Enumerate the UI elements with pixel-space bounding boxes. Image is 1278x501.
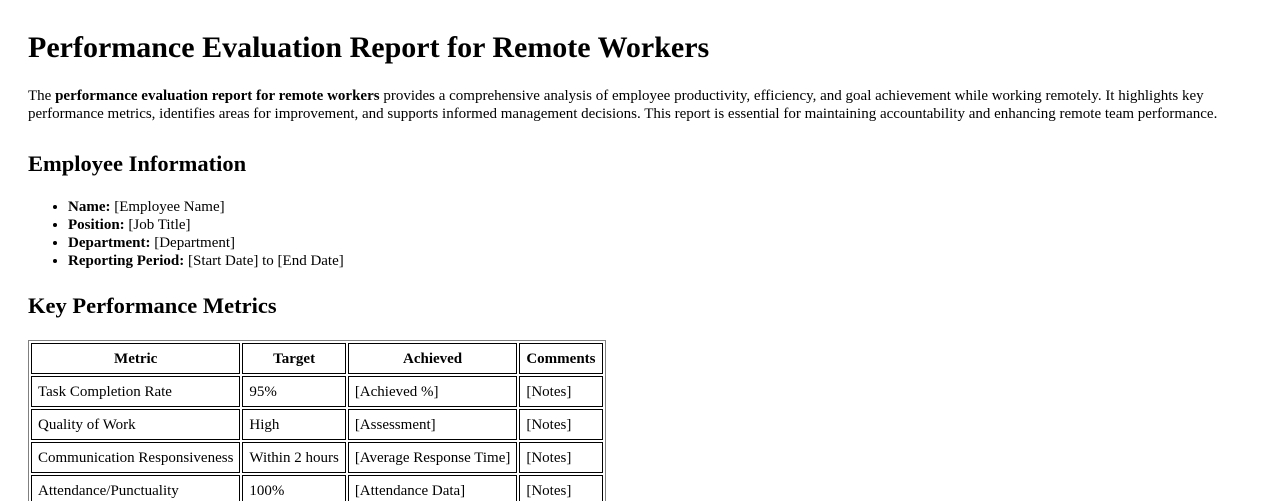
employee-info-heading: Employee Information — [28, 151, 247, 176]
list-item-department — [68, 234, 1250, 252]
table-cell: [Assessment] — [348, 409, 518, 440]
column-header-comments: Comments — [519, 343, 602, 374]
intro-prefix: The — [28, 88, 56, 104]
table-cell: Attendance/Punctuality — [31, 475, 240, 501]
table-row — [31, 442, 603, 473]
table-cell: [Achieved %] — [348, 376, 518, 407]
table-cell: [Notes] — [519, 376, 602, 407]
metrics-heading: Key Performance Metrics — [28, 293, 277, 318]
table-row — [31, 376, 603, 407]
employee-info-list — [28, 198, 1250, 270]
list-item-reporting-period — [68, 252, 1250, 270]
list-item-label: Department: — [68, 235, 151, 251]
table-cell: Task Completion Rate — [31, 376, 240, 407]
list-item-label: Reporting Period: — [68, 253, 185, 269]
column-header-target: Target — [242, 343, 345, 374]
list-item-value: [Job Title] — [124, 217, 191, 233]
table-cell: [Attendance Data] — [348, 475, 518, 501]
table-cell: [Notes] — [519, 442, 602, 473]
list-item-label: Name: — [68, 199, 111, 215]
page-title: Performance Evaluation Report for Remote Workers — [28, 31, 710, 64]
table-cell: Communication Responsiveness — [31, 442, 240, 473]
list-item-value: [Department] — [150, 235, 236, 251]
table-row — [31, 475, 603, 501]
column-header-metric: Metric — [31, 343, 240, 374]
list-item-position — [68, 216, 1250, 234]
list-item-name — [68, 198, 1250, 216]
table-row — [31, 409, 603, 440]
column-header-achieved: Achieved — [348, 343, 518, 374]
intro-text: provides a comprehensive analysis of employee productivity, efficiency, and goal achievement while working remotely. It highlights key performance metrics, identifies areas for improvement, and supports informed management decisions. This report is essential for maintaining accountability and enhancing remote team performance. — [28, 88, 1218, 122]
list-item-value: [Employee Name] — [110, 199, 225, 215]
table-cell: Within 2 hours — [242, 442, 345, 473]
table-cell: 100% — [242, 475, 345, 501]
table-cell: Quality of Work — [31, 409, 240, 440]
intro-paragraph — [28, 87, 1243, 123]
list-item-value: [Start Date] to [End Date] — [184, 253, 344, 269]
table-cell: 95% — [242, 376, 345, 407]
table-cell: [Notes] — [519, 475, 602, 501]
list-item-label: Position: — [68, 217, 125, 233]
table-cell: [Notes] — [519, 409, 602, 440]
intro-bold-term: performance evaluation report for remote workers — [55, 88, 380, 104]
metrics-table — [28, 340, 606, 501]
table-header-row — [31, 343, 603, 374]
table-cell: High — [242, 409, 345, 440]
table-cell: [Average Response Time] — [348, 442, 518, 473]
